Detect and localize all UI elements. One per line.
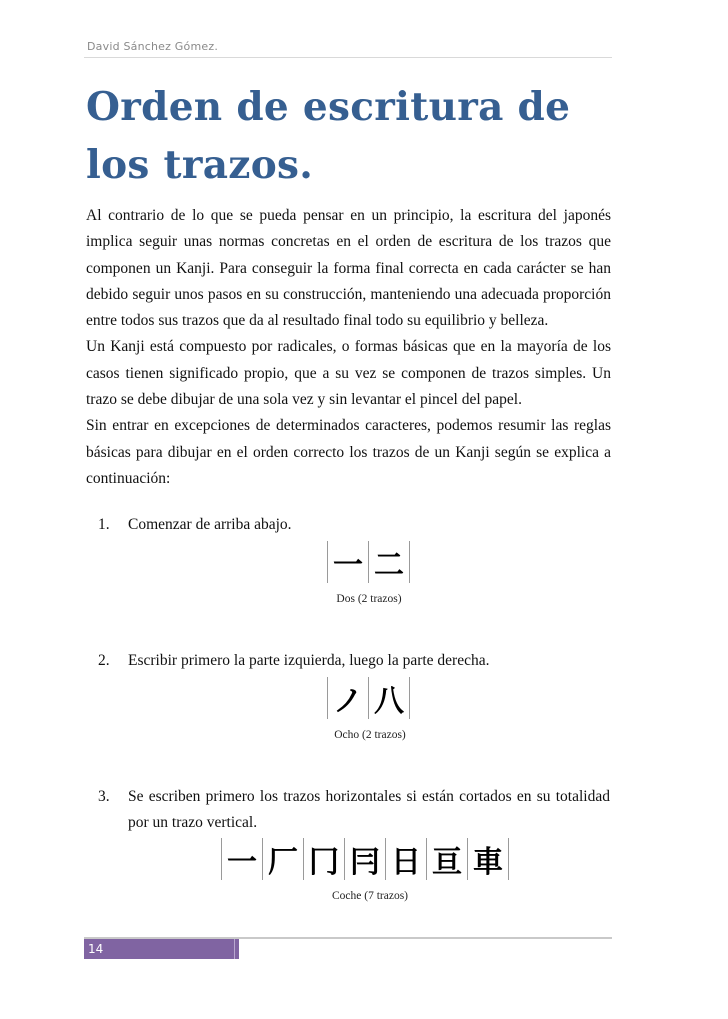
stroke-step: 一 — [328, 541, 369, 583]
rule-number: 1. — [98, 516, 110, 533]
page-number-box — [84, 939, 239, 959]
stroke-step: 冂 — [304, 838, 345, 880]
figure-caption: Ocho (2 trazos) — [334, 729, 406, 741]
paragraph: Al contrario de lo que se pueda pensar en un principio, la escritura del japonés implica seguir unas normas concretas en el orden de escritura de los trazos que componen un Kanji. Para conseguir la forma final correcta en cada carácter se han debido seguir unos pasos en su construcción, manteniendo una adecuada proporción entre todos sus trazos que da al resultado final todo su equilibrio y belleza. — [86, 207, 611, 330]
page-title: Orden de escritura de los trazos. — [86, 84, 571, 188]
header-divider — [84, 57, 612, 58]
rule-number: 3. — [98, 788, 110, 805]
rule-number: 2. — [98, 652, 110, 669]
stroke-step: 厂 — [263, 838, 304, 880]
stroke-step: 一 — [222, 838, 263, 880]
rule-item-3 — [98, 784, 610, 836]
stroke-step: 八 — [369, 677, 409, 719]
stroke-step: 車 — [468, 838, 508, 880]
page-number: 14 — [88, 942, 104, 956]
page-header-author: David Sánchez Gómez. — [87, 40, 219, 53]
stroke-order-strip-dos — [327, 541, 410, 583]
stroke-order-strip-coche — [221, 838, 509, 880]
stroke-order-strip-ocho — [327, 677, 410, 719]
stroke-step: ノ — [328, 677, 369, 719]
figure-caption: Coche (7 trazos) — [332, 890, 408, 902]
paragraph: Sin entrar en excepciones de determinados caracteres, podemos resumir las reglas básicas para dibujar en el orden correcto los trazos de un Kanji según se explica a continuación: — [86, 417, 611, 487]
stroke-step: 冃 — [345, 838, 386, 880]
rule-text: Se escriben primero los trazos horizontales si están cortados en su totalidad por un trazo vertical. — [128, 788, 610, 831]
rule-text: Escribir primero la parte izquierda, luego la parte derecha. — [128, 652, 490, 669]
paragraph: Un Kanji está compuesto por radicales, o formas básicas que en la mayoría de los casos tienen significado propio, que a su vez se componen de trazos simples. Un trazo se debe dibujar de una sola vez y sin levantar el pincel del papel. — [86, 338, 611, 409]
stroke-step: 二 — [369, 541, 409, 583]
rule-text: Comenzar de arriba abajo. — [128, 516, 292, 533]
footer-separator — [234, 939, 235, 959]
rule-item-2 — [98, 648, 610, 674]
stroke-step: 亘 — [427, 838, 468, 880]
rule-item-1 — [98, 512, 610, 538]
stroke-step: 日 — [386, 838, 427, 880]
body-text — [86, 203, 611, 492]
figure-caption: Dos (2 trazos) — [336, 593, 402, 605]
